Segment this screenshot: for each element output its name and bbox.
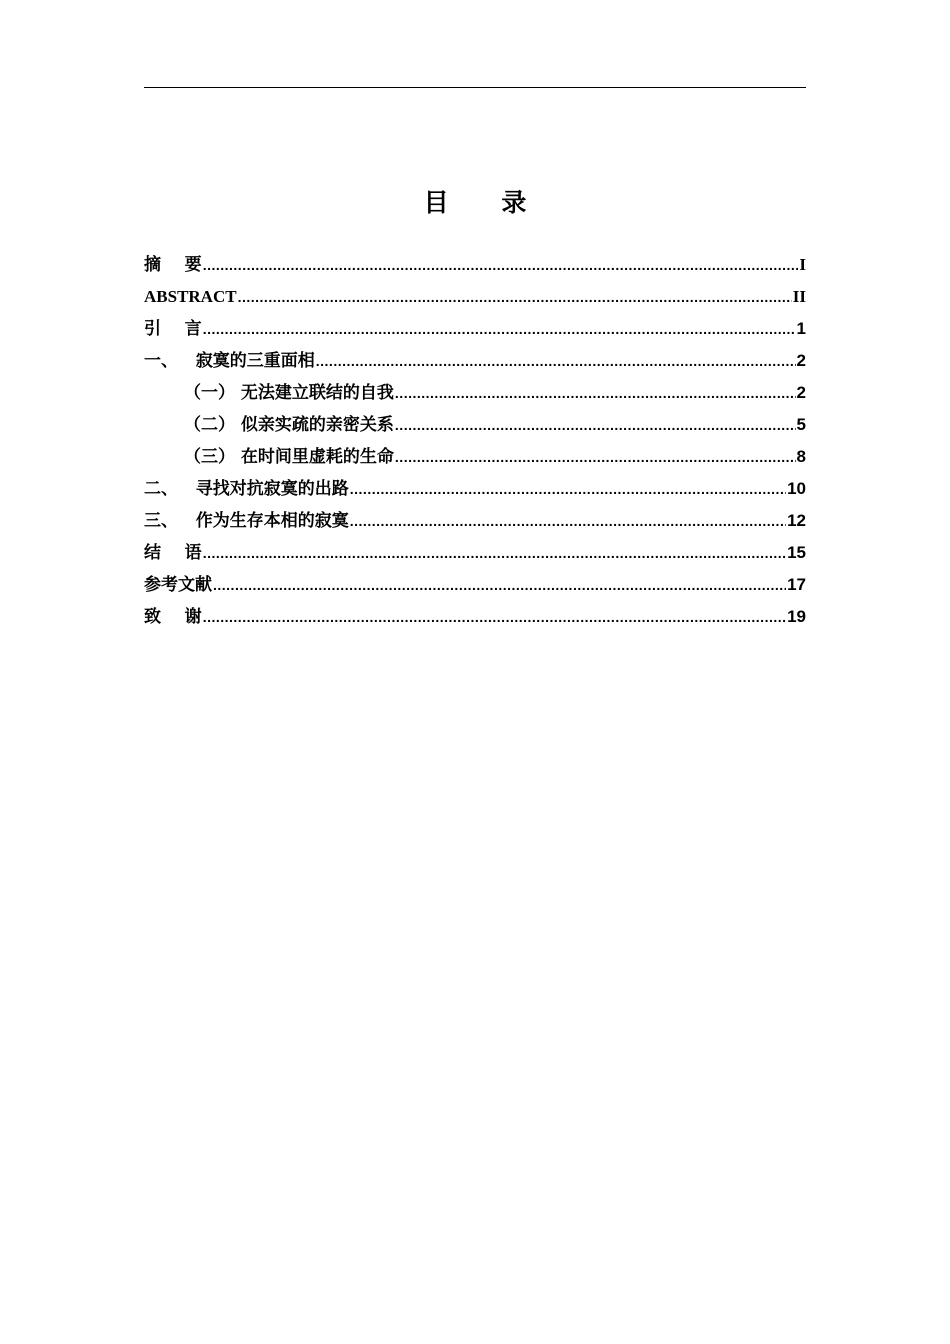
toc-entry-introduction[interactable]	[144, 316, 806, 348]
toc-leader-dots	[316, 348, 796, 374]
toc-entry-label: 三、 作为生存本相的寂寞	[144, 511, 349, 531]
toc-leader-dots	[203, 252, 799, 278]
toc-leader-dots	[238, 284, 792, 310]
toc-entry-conclusion[interactable]	[144, 540, 806, 572]
toc-entry-chapter-2[interactable]	[144, 476, 806, 508]
toc-entry-page: 12	[787, 511, 806, 530]
toc-leader-dots	[203, 316, 796, 342]
toc-entry-section-1-3[interactable]	[144, 444, 806, 476]
toc-entry-page: 19	[787, 607, 806, 626]
toc-entry-label: 一、 寂寞的三重面相	[144, 351, 315, 371]
toc-entry-page: 2	[796, 351, 806, 370]
toc-entry-label: 引 言	[144, 319, 202, 339]
toc-entry-page: 10	[787, 479, 806, 498]
toc-entry-page: 17	[787, 575, 806, 594]
toc-entry-label: （二） 似亲实疏的亲密关系	[184, 415, 394, 435]
toc-leader-dots	[203, 604, 786, 630]
toc-leader-dots	[350, 476, 786, 502]
toc-entry-references[interactable]	[144, 572, 806, 604]
table-of-contents	[144, 252, 806, 636]
toc-entry-abstract-cn[interactable]	[144, 252, 806, 284]
toc-title: 目 录	[423, 188, 549, 217]
toc-entry-page: 1	[796, 319, 806, 338]
toc-entry-label: （一） 无法建立联结的自我	[184, 383, 394, 403]
toc-leader-dots	[203, 540, 786, 566]
toc-entry-label: （三） 在时间里虚耗的生命	[184, 447, 394, 467]
toc-entry-label: ABSTRACT	[144, 287, 237, 306]
toc-leader-dots	[395, 380, 796, 406]
toc-entry-page: 15	[787, 543, 806, 562]
toc-entry-chapter-1[interactable]	[144, 348, 806, 380]
toc-entry-label: 结 语	[144, 543, 202, 563]
toc-entry-page: I	[799, 255, 806, 274]
toc-entry-page: II	[792, 287, 806, 306]
toc-entry-page: 5	[796, 415, 806, 434]
toc-entry-chapter-3[interactable]	[144, 508, 806, 540]
toc-entry-section-1-2[interactable]	[144, 412, 806, 444]
toc-entry-acknowledgements[interactable]	[144, 604, 806, 636]
toc-leader-dots	[395, 412, 796, 438]
toc-leader-dots	[395, 444, 796, 470]
header-rule	[144, 87, 806, 88]
toc-entry-label: 致 谢	[144, 607, 202, 627]
toc-entry-page: 8	[796, 447, 806, 466]
toc-leader-dots	[350, 508, 786, 534]
toc-leader-dots	[213, 572, 786, 598]
toc-entry-section-1-1[interactable]	[144, 380, 806, 412]
toc-entry-label: 摘 要	[144, 255, 202, 275]
toc-entry-label: 二、 寻找对抗寂寞的出路	[144, 479, 349, 499]
toc-entry-label: 参考文献	[144, 575, 212, 595]
toc-entry-abstract-en[interactable]	[144, 284, 806, 316]
toc-entry-page: 2	[796, 383, 806, 402]
